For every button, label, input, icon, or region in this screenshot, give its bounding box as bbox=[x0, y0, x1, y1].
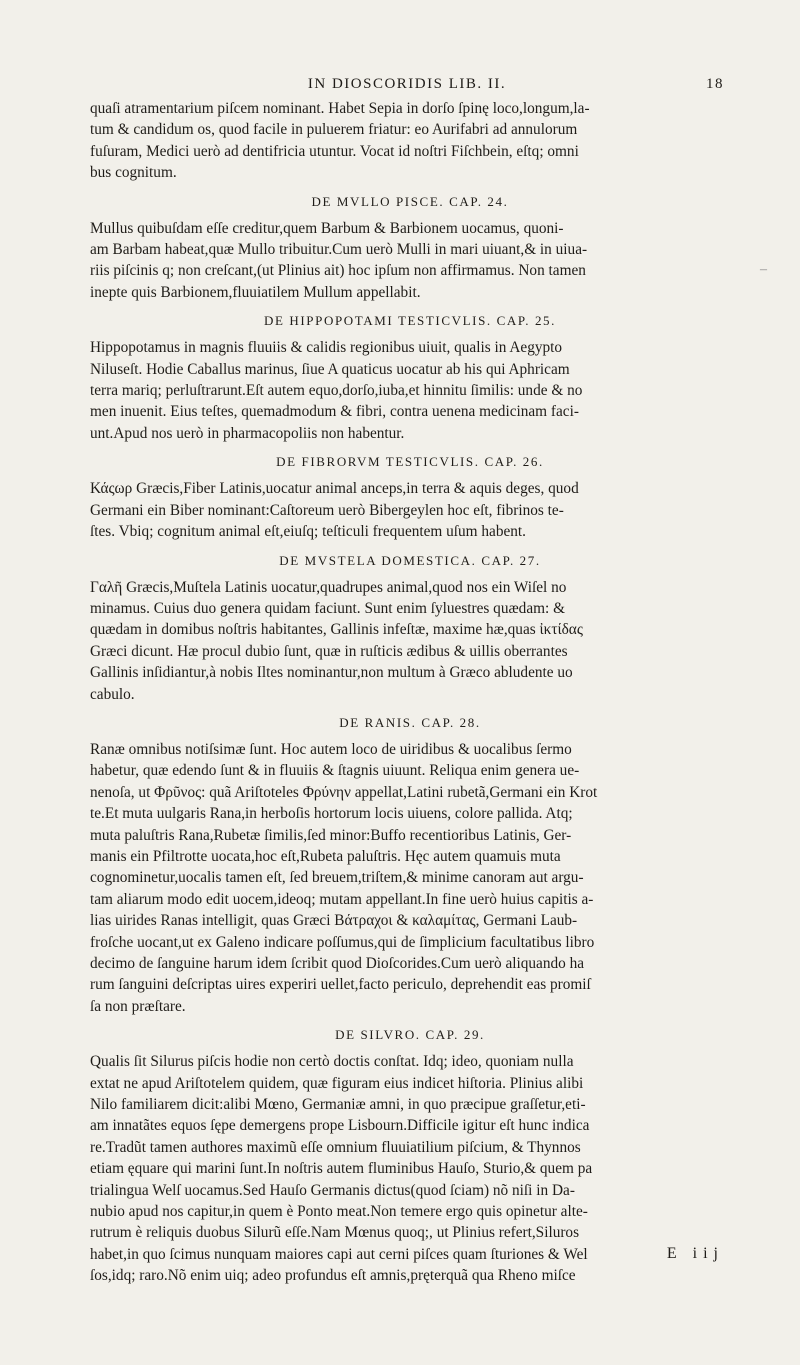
section bbox=[90, 711, 730, 1017]
text-line: tum & candidum os, quod facile in puluerem friatur: eo Aurifabri ad annulorum bbox=[90, 121, 578, 139]
text-line: am Barbam habeat,quæ Mullo tribuitur.Cum uerò Mulli in mari uiuant,& in uiua- bbox=[90, 241, 588, 259]
text-line: muta paluſtris Rana,Rubetæ ſimilis,ſed minor:Buffo recentioribus Latinis, Ger- bbox=[90, 826, 572, 844]
text-line: Mullus quibuſdam eſſe creditur,quem Barbum & Barbionem uocamus, quoni- bbox=[90, 219, 564, 237]
text-line: Qualis ſit Silurus piſcis hodie non certò doctis conſtat. Idq; ideo, quoniam nulla bbox=[90, 1053, 574, 1071]
text-line: Germani ein Biber nominant:Caſtoreum uerò Bibergeylen hoc eſt, fibrinos te- bbox=[90, 501, 564, 519]
text-line: riis piſcinis q; non creſcant,(ut Plinius ait) hoc ipſum non affirmamus. Non tamen bbox=[90, 262, 586, 280]
running-head bbox=[90, 76, 724, 98]
text-line: habetur, quæ edendo ſunt & in fluuiis & ſtagnis uiuunt. Reliqua enim genera ue- bbox=[90, 762, 580, 780]
chapter-heading: DE HIPPOPOTAMI TESTICVLIS. CAP. 25. bbox=[264, 313, 556, 329]
text-line: rum ſanguini deſcriptas uires experiri uellet,facto periculo, deprehendit eas promiſ bbox=[90, 976, 591, 994]
text-line: trialingua Welſ uocamus.Sed Hauſo Germanis dictus(quod ſciam) nõ niſi in Da- bbox=[90, 1181, 575, 1199]
text-line: te.Et muta uulgaris Rana,in herboſis hortorum locis uiuens, colore pallida. Atq; bbox=[90, 805, 573, 823]
text-line: re.Tradũt tamen authores maximũ eſſe omnium fluuiatilium piſcium, & Thynnos bbox=[90, 1138, 581, 1156]
text-line: Gallinis inſidiantur,à nobis Iltes nominantur,non multum à Græco abludente uo bbox=[90, 664, 573, 682]
text-line: decimo de ſanguine harum idem ſcribit quod Dioſcorides.Cum uerò aliquando ha bbox=[90, 955, 585, 972]
text-line: Γαλῆ Græcis,Muſtela Latinis uocatur,quadrupes animal,quod nos ein Wiſel no bbox=[90, 578, 567, 596]
text-line: extat ne apud Ariſtotelem quidem, quæ figuram eius indicet hiſtoria. Plinius alibi bbox=[90, 1074, 584, 1092]
text-line: quaſi atramentarium piſcem nominant. Habet Sepia in dorſo ſpinę loco,longum,la- bbox=[90, 100, 590, 117]
section bbox=[90, 1023, 730, 1286]
running-head-title: IN DIOSCORIDIS LIB. II. bbox=[307, 76, 507, 92]
text-line: Κάςωρ Græcis,Fiber Latinis,uocatur animal anceps,in terra & aquis deges, quod bbox=[90, 480, 579, 498]
text-line: etiam ęquare qui marini ſunt.In noſtris autem fluminibus Hauſo, Sturio,& quem pa bbox=[90, 1160, 593, 1178]
text-body bbox=[90, 98, 730, 1287]
chapter-heading: DE MVSTELA DOMESTICA. CAP. 27. bbox=[279, 552, 541, 568]
chapter-heading: DE SILVRO. CAP. 29. bbox=[335, 1027, 485, 1043]
text-line: Hippopotamus in magnis fluuiis & calidis regionibus uiuit, qualis in Aegypto bbox=[90, 339, 563, 357]
section bbox=[90, 309, 730, 444]
text-line: rutrum è reliquis duobus Silurũ eſſe.Nam Mœnus quoq;, ut Plinius refert,Siluros bbox=[90, 1224, 580, 1242]
text-line: bus cognitum. bbox=[90, 164, 177, 182]
text-line: Niluseſt. Hodie Caballus marinus, ſiue A quaticus uocatur ab his qui Aphricam bbox=[90, 360, 570, 378]
text-line: nubio apud nos capitur,in quem è Ponto meat.Non temere ergo quis opinetur alte- bbox=[90, 1203, 588, 1221]
text-line: manis ein Pfiltrotte uocata,hoc eſt,Rubeta paluſtris. Hęc autem quamuis muta bbox=[90, 847, 561, 865]
signature-mark: E iij bbox=[666, 1245, 724, 1262]
chapter-heading: DE RANIS. CAP. 28. bbox=[339, 714, 481, 730]
section bbox=[90, 190, 730, 304]
text-line: terra mariq; perluſtrarunt.Eſt autem equo,dorſo,iuba,et hinnitu ſimilis: unde & no bbox=[90, 382, 583, 400]
text-line: inepte quis Barbionem,fluuiatilem Mullum appellabit. bbox=[90, 283, 421, 301]
text-line: tam aliarum modo edit uocem,ideoq; mutam appellant.In fine uerò huius capitis a- bbox=[90, 890, 594, 908]
text-line: men inuenit. Eius teſtes, quemadmodum & fibri, contra uenena medicinam faci- bbox=[90, 403, 579, 421]
text-line: Ranæ omnibus notiſsimæ ſunt. Hoc autem loco de uiridibus & uocalibus ſermo bbox=[90, 740, 572, 758]
text-line: unt.Apud nos uerò in pharmacopoliis non habentur. bbox=[90, 424, 405, 442]
text-line: froſche uocant,ut ex Galeno indicare poſſumus,qui de ſimplicium facultatibus libro bbox=[90, 933, 595, 951]
text-line: ſa non præſtare. bbox=[90, 997, 186, 1015]
section bbox=[90, 450, 730, 542]
text-line: fuſuram, Medici uerò ad dentifricia utuntur. Vocat id noſtri Fiſchbein, eſtq; omni bbox=[90, 142, 579, 160]
page-number: 18 bbox=[706, 76, 724, 92]
text-line: minamus. Cuius duo genera quidam faciunt. Sunt enim ſyluestres quædam: & bbox=[90, 599, 565, 617]
text-line: am innatãtes equos ſępe demergens prope Lisbourn.Difficile igitur eſt hunc indica bbox=[90, 1117, 590, 1135]
section bbox=[90, 549, 730, 705]
text-line: cabulo. bbox=[90, 685, 135, 703]
text-line: cognominetur,uocalis tamen eſt, ſed breuem,triſtem,& minime canoram aut argu- bbox=[90, 869, 584, 887]
text-line: habet,in quo ſcimus nunquam maiores capi aut cerni piſces quam ſturiones & Wel bbox=[90, 1245, 588, 1263]
chapter-heading: DE MVLLO PISCE. CAP. 24. bbox=[311, 193, 509, 209]
text-line: ſtes. Vbiq; cognitum animal eſt,eiuſq; teſticuli frequentem uſum habent. bbox=[90, 523, 527, 541]
text-line: ſos,idq; raro.Nõ enim uiq; adeo profundus eſt amnis,pręterquã qua Rheno miſce bbox=[90, 1267, 576, 1285]
text-line: lias uirides Ranas intelligit, quas Græci Βάτραχοι & καλαμίτας, Germani Laub- bbox=[90, 912, 578, 930]
text-line: Nilo familiarem dicit:alibi Mœno, Germaniæ amni, in quo præcipue graſſetur,eti- bbox=[90, 1096, 586, 1114]
margin-mark: – bbox=[760, 262, 767, 277]
section bbox=[90, 98, 730, 184]
text-line: Græci dicunt. Hæ procul dubio ſunt, quæ in ruſticis ædibus & uillis oberrantes bbox=[90, 642, 568, 660]
text-line: quædam in domibus noſtris habitantes, Gallinis infeſtæ, maxime hæ,quas ἰκτίδας bbox=[90, 621, 583, 639]
text-line: nenoſa, ut Φρῦνος: quã Ariſtoteles Φρύνην appellat,Latini rubetã,Germani ein Krot bbox=[90, 783, 598, 801]
chapter-heading: DE FIBRORVM TESTICVLIS. CAP. 26. bbox=[276, 454, 544, 470]
